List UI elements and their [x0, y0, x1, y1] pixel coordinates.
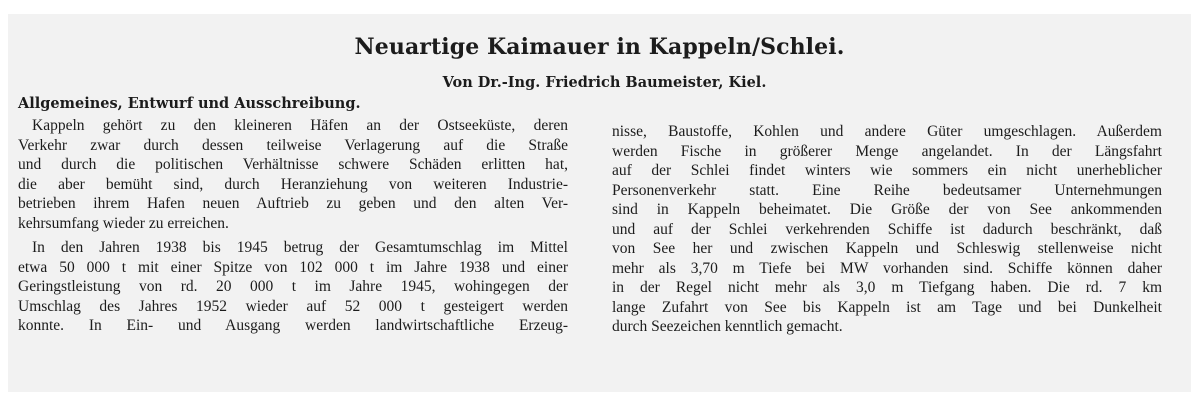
scanned-page: [8, 14, 1191, 392]
text-line: Umschlag des Jahres 1952 wieder auf 52 000 t gesteigert werden: [18, 297, 568, 315]
text-line: und auf der Schlei verkehrenden Schiffe ist dadurch beschränkt, daß: [612, 220, 1162, 238]
text-line: lange Zufahrt von See bis Kappeln ist am Tage und bei Dunkelheit: [612, 298, 1162, 316]
article-title: Neuartige Kaimauer in Kappeln/Schlei.: [354, 34, 845, 60]
text-line: werden Fische in größerer Menge angelandet. In der Längsfahrt: [612, 142, 1162, 160]
text-line: kehrsumfang wieder zu erreichen.: [18, 214, 229, 232]
right-column: [612, 122, 1162, 337]
text-line: mehr als 3,70 m Tiefe bei MW vorhanden sind. Schiffe können daher: [612, 259, 1162, 277]
text-line: Personenverkehr statt. Eine Reihe bedeutsamer Unternehmungen: [612, 181, 1162, 199]
author-byline: Von Dr.-Ing. Friedrich Baumeister, Kiel.: [442, 74, 767, 91]
text-line: die aber bemüht sind, durch Heranziehung von weiteren Industrie-: [18, 175, 568, 193]
text-line: Kappeln gehört zu den kleineren Häfen an der Ostseeküste, deren: [32, 117, 568, 134]
paragraph-2: [18, 238, 568, 336]
text-line: auf der Schlei findet winters wie sommers ein nicht unerheblicher: [612, 162, 1162, 179]
text-line: sind in Kappeln beheimatet. Die Größe der von See ankommenden: [612, 201, 1162, 218]
text-line: betrieben ihrem Hafen neuen Auftrieb zu geben und den alten Ver-: [18, 195, 568, 212]
text-line: In den Jahren 1938 bis 1945 betrug der Gesamtumschlag im Mittel: [32, 239, 568, 256]
text-line: von See her und zwischen Kappeln und Schleswig stellenweise nicht: [612, 240, 1162, 257]
text-line: etwa 50 000 t mit einer Spitze von 102 000 t im Jahre 1938 und einer: [18, 258, 568, 276]
left-column: [18, 116, 568, 336]
text-line: Geringstleistung von rd. 20 000 t im Jahre 1945, wohingegen der: [18, 278, 568, 295]
text-line: in der Regel nicht mehr als 3,0 m Tiefgang haben. Die rd. 7 km: [612, 279, 1162, 296]
text-line: und durch die politischen Verhältnisse schwere Schäden erlitten hat,: [18, 156, 568, 173]
text-line: konnte. In Ein- und Ausgang werden landwirtschaftliche Erzeug-: [18, 317, 568, 334]
text-line: Verkehr zwar durch dessen teilweise Verlagerung auf die Straße: [18, 136, 568, 154]
section-heading: Allgemeines, Entwurf und Ausschreibung.: [18, 95, 361, 112]
paragraph-1: [18, 116, 568, 233]
text-line: nisse, Baustoffe, Kohlen und andere Güter umgeschlagen. Außerdem: [612, 123, 1162, 140]
text-line: durch Seezeichen kenntlich gemacht.: [612, 318, 843, 335]
